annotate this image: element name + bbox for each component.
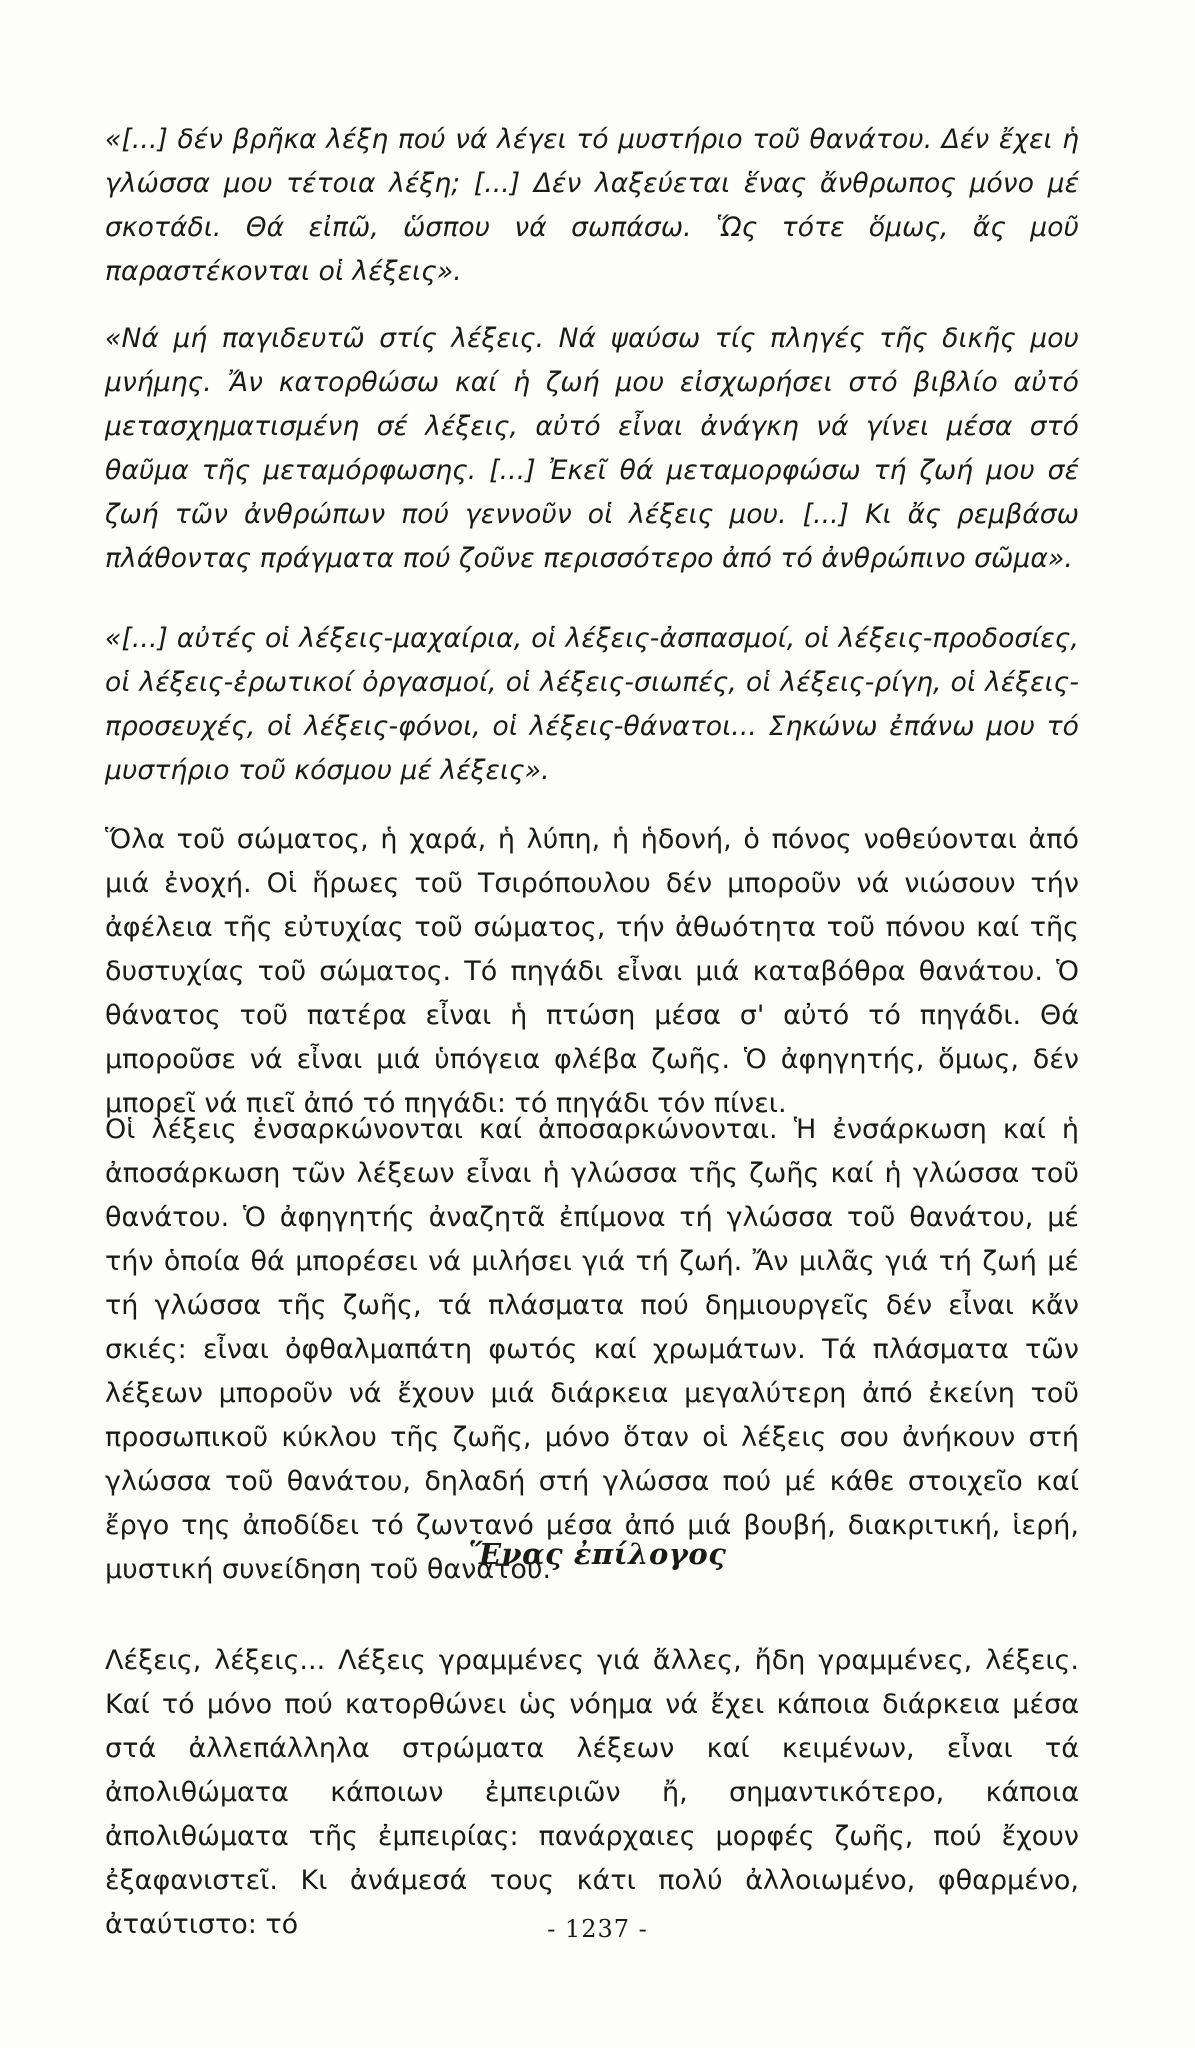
section-heading: Ἕνας ἐπίλογος [468, 1537, 727, 1571]
page-number: - 1237 - [547, 1915, 648, 1943]
quote-paragraph: «Νά μή παγιδευτῶ στίς λέξεις. Νά ψαύσω τίς πληγές τῆς δικῆς μου μνήμης. Ἄν κατορθώσω καί ἡ ζωή μου εἰσχωρήσει στό βιβλίο αὐτό μετασχηματισμένη σέ λέξεις, αὐτό εἶναι ἀνάγκη νά γίνει μέσα στό θαῦμα τῆς μεταμόρφωσης. [...] Ἐκεῖ θά μεταμορφώσω τή ζωή μου σέ ζωή τῶν ἀνθρώπων πού γεννοῦν οἱ λέξεις μου. [...] Κι ἄς ρεμβάσω πλάθοντας πράγματα πού ζοῦνε περισσότερο ἀπό τό ἀνθρώπινο σῶμα». [105, 323, 1079, 574]
quote-paragraph: «[...] αὐτές οἱ λέξεις-μαχαίρια, οἱ λέξεις-ἀσπασμοί, οἱ λέξεις-προδοσίες, οἱ λέξεις-ἐρωτικοί ὀργασμοί, οἱ λέξεις-σιωπές, οἱ λέξεις-ρίγη, οἱ λέξεις-προσευχές, οἱ λέξεις-φόνοι, οἱ λέξεις-θάνατοι... Σηκώνω ἐπάνω μου τό μυστήριο τοῦ κόσμου μέ λέξεις». [105, 623, 1079, 786]
body-paragraph: Ὅλα τοῦ σώματος, ἡ χαρά, ἡ λύπη, ἡ ἡδονή, ὁ πόνος νοθεύονται ἀπό μιά ἐνοχή. Οἱ ἥρωες τοῦ Τσιρόπουλου δέν μποροῦν νά νιώσουν τήν ἀφέλεια τῆς εὐτυχίας τοῦ σώματος, τήν ἀθωότητα τοῦ πόνου καί τῆς δυστυχίας τοῦ σώματος. Τό πηγάδι εἶναι μιά καταβόθρα θανάτου. Ὁ θάνατος τοῦ πατέρα εἶναι ἡ πτώση μέσα σ' αὐτό τό πηγάδι. Θά μποροῦσε νά εἶναι μιά ὑπόγεια φλέβα ζωῆς. Ὁ ἀφηγητής, ὅμως, δέν μπορεῖ νά πιεῖ ἀπό τό πηγάδι: τό πηγάδι τόν πίνει. [105, 824, 1079, 1119]
body-paragraph: Οἱ λέξεις ἐνσαρκώνονται καί ἀποσαρκώνονται. Ἡ ἐνσάρκωση καί ἡ ἀποσάρκωση τῶν λέξεων εἶναι ἡ γλώσσα τῆς ζωῆς καί ἡ γλώσσα τοῦ θανάτου. Ὁ ἀφηγητής ἀναζητᾶ ἐπίμονα τή γλώσσα τοῦ θανάτου, μέ τήν ὁποία θά μπορέσει νά μιλήσει γιά τή ζωή. Ἄν μιλᾶς γιά τή ζωή μέ τή γλώσσα τῆς ζωῆς, τά πλάσματα πού δημιουργεῖς δέν εἶναι κἄν σκιές: εἶναι ὀφθαλμαπάτη φωτός καί χρωμάτων. Τά πλάσματα τῶν λέξεων μποροῦν νά ἔχουν μιά διάρκεια μεγαλύτερη ἀπό ἐκείνη τοῦ προσωπικοῦ κύκλου τῆς ζωῆς, μόνο ὅταν οἱ λέξεις σου ἀνήκουν στή γλώσσα τοῦ θανάτου, δηλαδή στή γλώσσα πού μέ κάθε στοιχεῖο καί ἔργο της ἀποδίδει τό ζωντανό μέσα ἀπό μιά βουβή, διακριτική, ἱερή, μυστική συνείδηση τοῦ θανάτου. [105, 1114, 1079, 1585]
quote-paragraph: «[...] δέν βρῆκα λέξη πού νά λέγει τό μυστήριο τοῦ θανάτου. Δέν ἔχει ἡ γλώσσα μου τέτοια λέξη; [...] Δέν λαξεύεται ἕνας ἄνθρωπος μόνο μέ σκοτάδι. Θά εἰπῶ, ὥσπου νά σωπάσω. Ὥς τότε ὅμως, ἄς μοῦ παραστέκονται οἱ λέξεις». [105, 124, 1079, 287]
body-paragraph: Λέξεις, λέξεις... Λέξεις γραμμένες γιά ἄλλες, ἤδη γραμμένες, λέξεις. Καί τό μόνο πού κατορθώνει ὡς νόημα νά ἔχει κάποια διάρκεια μέσα στά ἀλλεπάλληλα στρώματα λέξεων καί κειμένων, εἶναι τά ἀπολιθώματα κάποιων ἐμπειριῶν ἤ, σημαντικότερο, κάποια ἀπολιθώματα τῆς ἐμπειρίας: πανάρχαιες μορφές ζωῆς, πού ἔχουν ἐξαφανιστεῖ. Κι ἀνάμεσά τους κάτι πολύ ἀλλοιωμένο, φθαρμένο, ἀταύτιστο: τό [105, 1645, 1079, 1940]
